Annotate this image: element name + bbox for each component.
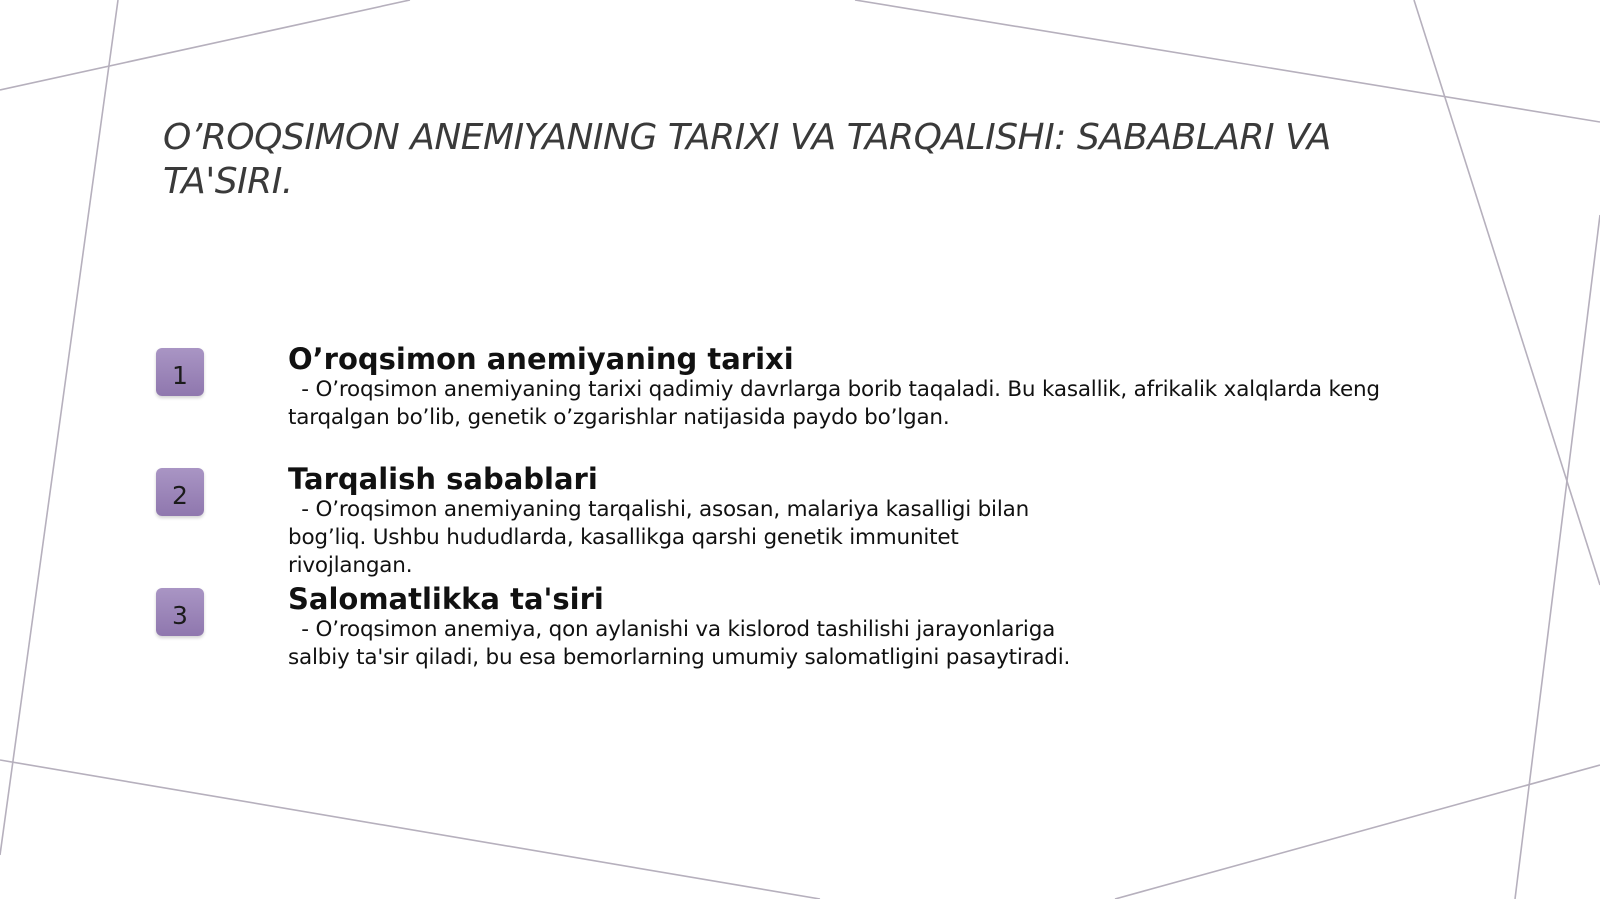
list-item (288, 342, 1418, 432)
item-heading: Salomatlikka ta'siri (288, 582, 604, 616)
list-item (288, 462, 1063, 580)
item-number-badge (156, 348, 204, 396)
item-number: 1 (172, 361, 188, 390)
list-item (288, 582, 1103, 672)
item-body: - O’roqsimon anemiyaning tarixi qadimiy davrlarga borib taqaladi. Bu kasallik, afrikalik xalqlarda keng tarqalgan bo’lib, genetik o’zgarishlar natijasida paydo bo’lgan. (288, 377, 1387, 430)
item-number-badge (156, 588, 204, 636)
decor-line (0, 0, 410, 90)
item-body: - O’roqsimon anemiyaning tarqalishi, asosan, malariya kasalligi bilan bog’liq. Ushbu hududlarda, kasallikga qarshi genetik immunitet rivojlangan. (288, 497, 1036, 578)
decor-line (0, 0, 118, 855)
item-number: 2 (172, 481, 188, 510)
decor-line (0, 760, 820, 899)
decor-line (1115, 765, 1600, 899)
item-heading: Tarqalish sabablari (288, 462, 598, 496)
item-body: - O’roqsimon anemiya, qon aylanishi va kislorod tashilishi jarayonlariga salbiy ta'sir qiladi, bu esa bemorlarning umumiy salomatligini pasaytiradi. (288, 617, 1071, 670)
decor-line (1414, 0, 1600, 585)
item-heading: O’roqsimon anemiyaning tarixi (288, 342, 794, 376)
decor-line (1515, 215, 1600, 899)
item-number-badge (156, 468, 204, 516)
item-number: 3 (172, 601, 188, 630)
slide-title: O’ROQSIMON ANEMIYANING TARIXI VA TARQALISHI: SABABLARI VA TA'SIRI. (163, 117, 1331, 202)
decor-line (855, 0, 1600, 122)
